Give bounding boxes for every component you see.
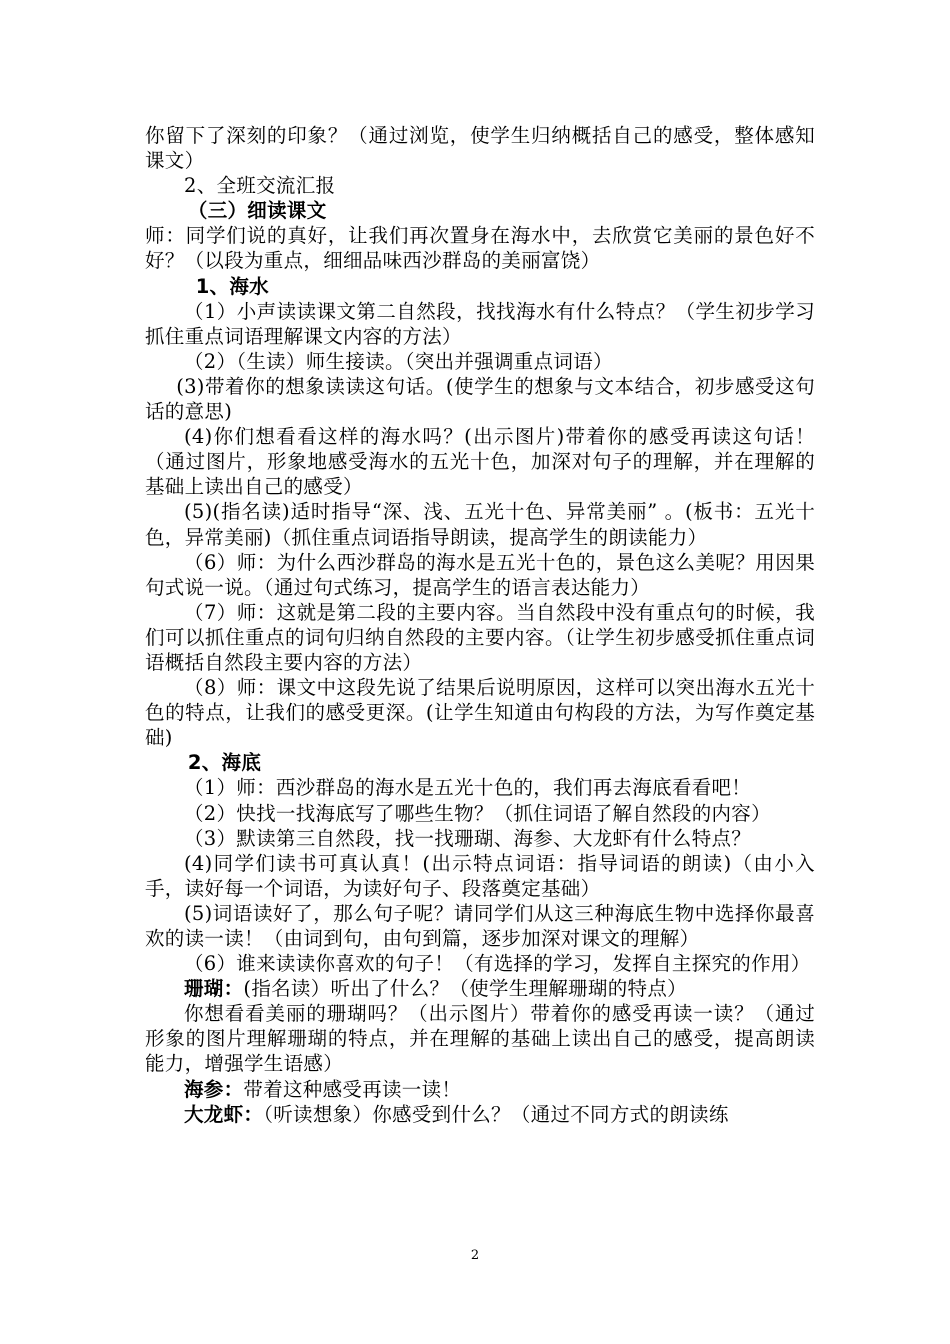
paragraph <box>145 1077 815 1102</box>
paragraph-text: (指名读）听出了什么？（使学生理解珊瑚的特点） <box>243 977 687 1001</box>
paragraph: 你想看看美丽的珊瑚吗？（出示图片）带着你的感受再读一读？（通过形象的图片理解珊瑚的特点，并在理解的基础上读出自己的感受，提高朗读能力，增强学生语感） <box>145 1002 815 1076</box>
page-number: 2 <box>470 1248 480 1263</box>
term-label: 珊瑚： <box>184 977 244 1001</box>
subsection-heading: 2、海底 <box>187 751 262 775</box>
paragraph: （2）（生读）师生接读。（突出并强调重点词语） <box>184 349 613 373</box>
paragraph: （7）师：这就是第二段的主要内容。当自然段中没有重点句的时候，我们可以抓住重点的词句归纳自然段的主要内容。（让学生初步感受抓住重点词语概括自然段主要内容的方法） <box>145 600 815 674</box>
subsection-heading: 1、海水 <box>195 274 269 298</box>
paragraph: （1）小声读读课文第二自然段，找找海水有什么特点？（学生初步学习抓住重点词语理解课文内容的方法） <box>145 299 815 348</box>
paragraph: （2）快找一找海底写了哪些生物？（抓住词语了解自然段的内容） <box>184 801 771 825</box>
paragraph-text: 带着这种感受再读一读！ <box>243 1077 462 1101</box>
paragraph: 2、全班交流汇报 <box>184 174 336 198</box>
paragraph <box>145 976 815 1001</box>
paragraph: （6）谁来读读你喜欢的句子！（有选择的学习，发挥自主探究的作用） <box>184 952 811 976</box>
paragraph: (5)词语读好了，那么句子呢？请同学们从这三种海底生物中选择你最喜欢的读一读！（由词到句，由句到篇，逐步加深对课文的理解） <box>145 901 815 950</box>
paragraph: （3）默读第三自然段，找一找珊瑚、海参、大龙虾有什么特点？ <box>184 826 752 850</box>
paragraph: (4)你们想看看这样的海水吗？(出示图片)带着你的感受再读这句话！（通过图片，形象地感受海水的五光十色，加深对句子的理解，并在理解的基础上读出自己的感受） <box>145 425 815 499</box>
paragraph: (4)同学们读书可真认真！(出示特点词语：指导词语的朗读)（由小入手，读好每一个词语，为读好句子、段落奠定基础） <box>145 851 815 900</box>
section-heading: （三）细读课文 <box>187 199 327 223</box>
paragraph: 师：同学们说的真好，让我们再次置身在海水中，去欣赏它美丽的景色好不好？（以段为重点，细细品味西沙群岛的美丽富饶） <box>145 224 815 273</box>
paragraph: （8）师：课文中这段先说了结果后说明原因，这样可以突出海水五光十色的特点，让我们的感受更深。(让学生知道由句构段的方法，为写作奠定基础) <box>145 676 815 750</box>
paragraph <box>145 1102 815 1127</box>
paragraph: 你留下了深刻的印象？（通过浏览，使学生归纳概括自己的感受，整体感知课文） <box>145 124 815 173</box>
paragraph: （1）师：西沙群岛的海水是五光十色的，我们再去海底看看吧！ <box>184 776 752 800</box>
document-body <box>145 123 815 1127</box>
paragraph: （6）师：为什么西沙群岛的海水是五光十色的，景色这么美呢？用因果句式说一说。（通过句式练习，提高学生的语言表达能力） <box>145 550 815 599</box>
paragraph: (3)带着你的想象读读这句话。(使学生的想象与文本结合，初步感受这句话的意思) <box>145 374 815 424</box>
paragraph-text: （听读想象）你感受到什么？（通过不同方式的朗读练 <box>263 1102 729 1126</box>
term-label: 海参： <box>184 1077 244 1101</box>
paragraph: (5)(指名读)适时指导“深、浅、五光十色、异常美丽” 。(板书：五光十色，异常美丽)（抓住重点词语指导朗读，提高学生的朗读能力） <box>145 500 815 549</box>
term-label: 大龙虾： <box>184 1102 264 1126</box>
